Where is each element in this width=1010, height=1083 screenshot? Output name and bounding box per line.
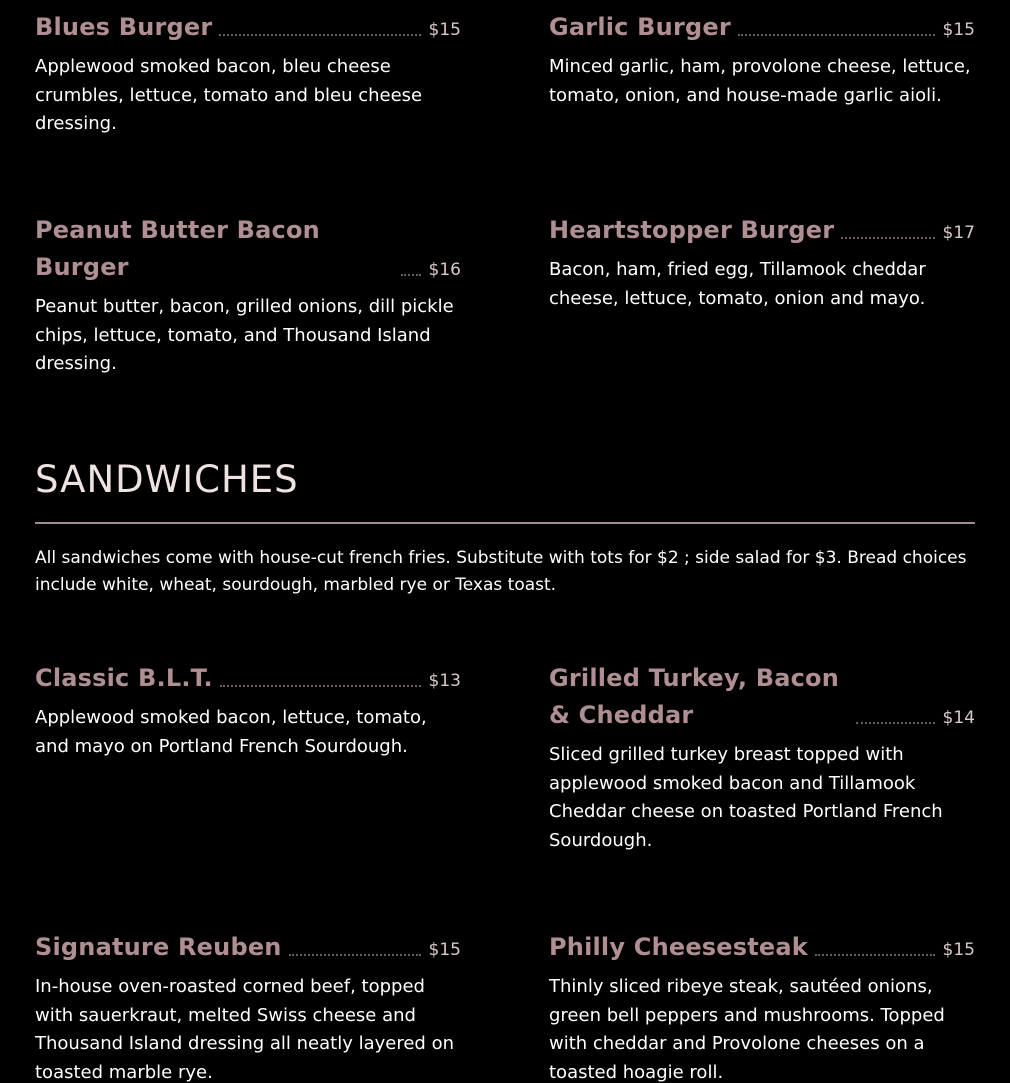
menu-item-header [549, 660, 975, 734]
dot-leader [401, 274, 421, 276]
menu-item-header [549, 212, 975, 249]
dot-leader [738, 34, 935, 36]
menu-item-description: Thinly sliced ribeye steak, sautéed onions, green bell peppers and mushrooms. Topped with cheddar and Provolone cheeses on a toasted hoagie roll. [549, 976, 945, 1083]
menu-item-name: Heartstopper Burger [549, 216, 835, 244]
menu-item-header [35, 212, 461, 286]
menu-item-header [549, 9, 975, 46]
menu-item-name: Philly Cheesesteak [549, 933, 808, 961]
menu-item-price: $15 [428, 20, 461, 40]
menu-item-peanut-butter-bacon-burger [35, 212, 461, 379]
menu-item-garlic-burger [549, 9, 975, 110]
menu-item-price: $15 [942, 20, 975, 40]
menu-item-signature-reuben [35, 929, 461, 1083]
menu-item-price: $13 [428, 671, 461, 691]
menu-item-header [35, 9, 461, 46]
dot-leader [220, 685, 421, 687]
menu-item-price: $15 [942, 940, 975, 960]
menu-item-name: Classic B.L.T. [35, 664, 213, 692]
menu-item-name: Grilled Turkey, Bacon & Cheddar [549, 664, 840, 729]
section-divider [35, 522, 975, 524]
menu-item-classic-blt [35, 660, 461, 761]
dot-leader [856, 722, 935, 724]
dot-leader [289, 954, 421, 956]
menu-item-price: $16 [428, 260, 461, 280]
menu-item-name: Blues Burger [35, 13, 213, 41]
menu-item-price: $17 [942, 223, 975, 243]
menu-item-name: Signature Reuben [35, 933, 282, 961]
dot-leader [219, 34, 420, 36]
menu-item-name: Peanut Butter Bacon Burger [35, 216, 320, 281]
menu-item-blues-burger [35, 9, 461, 139]
menu-item-header [35, 660, 461, 697]
menu-item-description: In-house oven-roasted corned beef, topped with sauerkraut, melted Swiss cheese and Thousand Island dressing all neatly layered on toasted marble rye. [35, 976, 454, 1083]
menu-item-description: Peanut butter, bacon, grilled onions, dill pickle chips, lettuce, tomato, and Thousand Island dressing. [35, 296, 454, 374]
menu-item-philly-cheesesteak [549, 929, 975, 1083]
section-note: All sandwiches come with house-cut french fries. Substitute with tots for $2 ; side salad for $3. Bread choices include white, wheat, sourdough, marbled rye or Texas toast. [35, 548, 967, 595]
menu-item-name: Garlic Burger [549, 13, 731, 41]
dot-leader [815, 954, 935, 956]
menu-item-description: Applewood smoked bacon, lettuce, tomato, and mayo on Portland French Sourdough. [35, 707, 427, 757]
menu-item-description: Minced garlic, ham, provolone cheese, lettuce, tomato, onion, and house-made garlic aioli. [549, 56, 971, 106]
dot-leader [841, 237, 934, 239]
menu-item-grilled-turkey-bacon-cheddar [549, 660, 975, 855]
menu-item-description: Bacon, ham, fried egg, Tillamook cheddar cheese, lettuce, tomato, onion and mayo. [549, 259, 926, 309]
menu-item-heartstopper-burger [549, 212, 975, 313]
menu-item-header [35, 929, 461, 966]
menu-item-description: Applewood smoked bacon, bleu cheese crumbles, lettuce, tomato and bleu cheese dressing. [35, 56, 423, 134]
section-title: SANDWICHES [35, 458, 299, 501]
menu-item-price: $14 [942, 708, 975, 728]
menu-item-price: $15 [428, 940, 461, 960]
menu-item-description: Sliced grilled turkey breast topped with applewood smoked bacon and Tillamook Cheddar cheese on toasted Portland French Sourdough. [549, 744, 943, 851]
menu-item-header [549, 929, 975, 966]
